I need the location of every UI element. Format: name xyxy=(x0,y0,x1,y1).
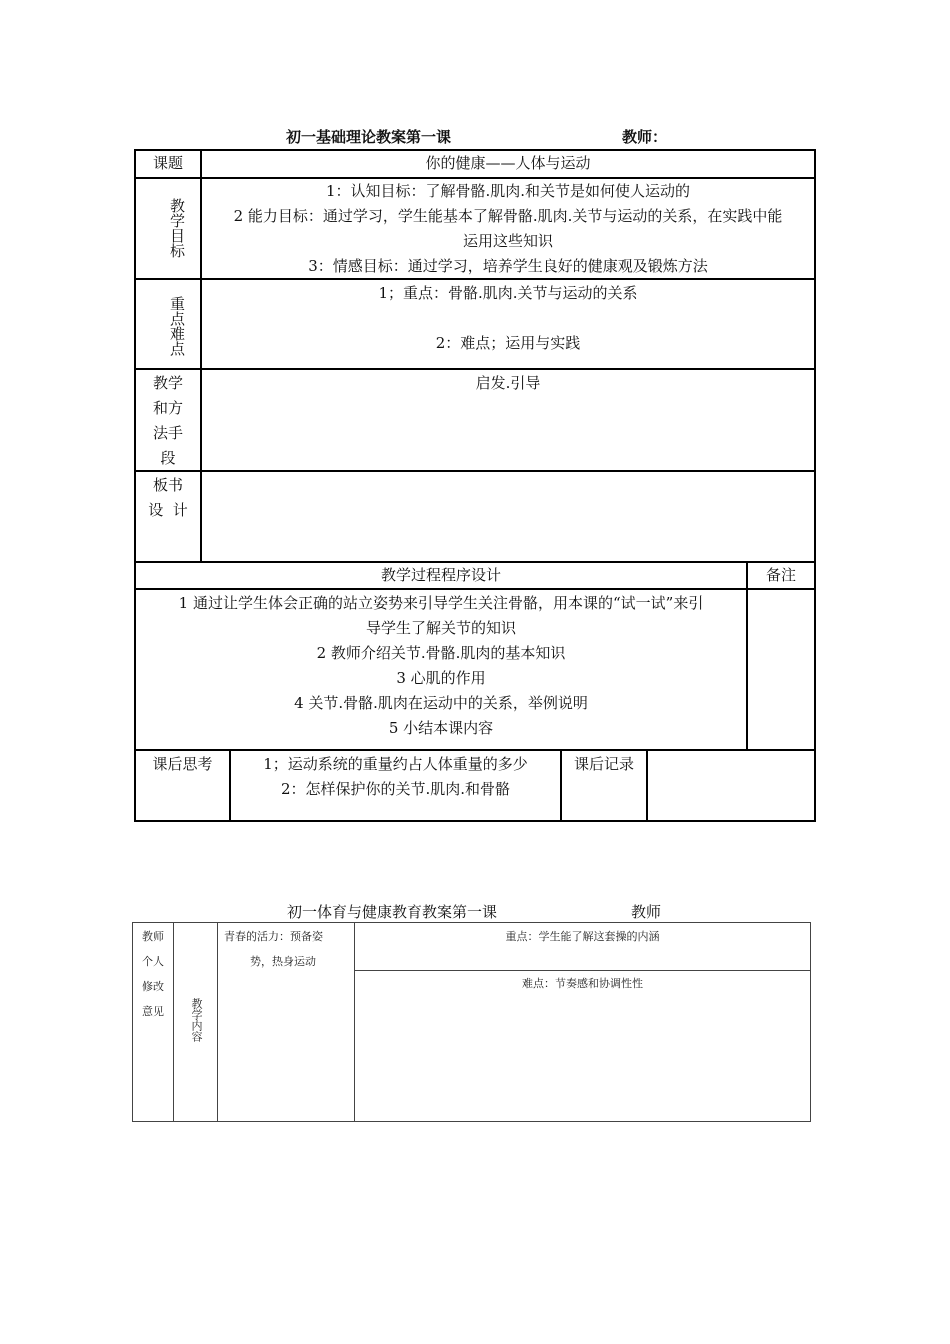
col1-line: 修改 xyxy=(142,980,164,993)
difficulty-text: 难点：节奏感和协调性性 xyxy=(522,977,643,990)
topic-value: 你的健康——人体与运动 xyxy=(425,154,591,172)
goals-line: 3：情感目标：通过学习，培养学生良好的健康观及锻炼方法 xyxy=(308,257,708,275)
after-question: 2：怎样保护你的关节.肌肉.和骨骼 xyxy=(280,780,511,798)
after-question: 1；运动系统的重量约占人体重量的多少 xyxy=(263,755,528,773)
col-divider xyxy=(646,749,648,822)
col-divider xyxy=(217,922,218,1122)
goals-line: 1：认知目标：了解骨骼.肌肉.和关节是如何使人运动的 xyxy=(325,182,691,200)
doc1-teacher-label: 教师： xyxy=(622,128,668,146)
method-label-line: 教学 xyxy=(152,374,183,392)
process-line: 1 通过让学生体会正确的站立姿势来引导学生关注骨骼，用本课的“试一试”来引 xyxy=(178,594,704,612)
doc2-teacher-label: 教师 xyxy=(631,903,662,921)
table-border-right xyxy=(810,922,811,1122)
process-line: 4 关节.骨骼.肌肉在运动中的关系，举例说明 xyxy=(294,694,588,712)
col3-line: 势，热身运动 xyxy=(250,955,316,968)
process-line: 2 教师介绍关节.骨骼.肌肉的基本知识 xyxy=(316,644,566,662)
table-border-top xyxy=(132,922,811,923)
row-divider xyxy=(134,368,816,370)
doc1-title: 初一基础理论教案第一课 xyxy=(286,128,452,146)
table-border-right xyxy=(814,149,816,822)
difficulty-line: 2：难点；运用与实践 xyxy=(435,334,581,352)
col2-label: 教学内容 xyxy=(190,998,203,1042)
keypoints-label: 重点难点 xyxy=(168,296,186,356)
board-label-line: 板书 xyxy=(152,476,183,494)
col1-line: 教师 xyxy=(142,930,164,943)
topic-label: 课题 xyxy=(152,154,183,172)
process-line: 5 小结本课内容 xyxy=(388,719,494,737)
col1-line: 意见 xyxy=(142,1005,164,1018)
method-label-line: 和方 xyxy=(152,399,183,417)
col-divider xyxy=(354,922,355,1122)
row-divider xyxy=(134,588,816,590)
row-divider xyxy=(134,749,816,751)
table-border-bottom xyxy=(134,820,816,822)
method-value: 启发.引导 xyxy=(475,374,541,392)
process-line: 3 心肌的作用 xyxy=(396,669,486,687)
notes-header: 备注 xyxy=(765,566,796,584)
col-divider xyxy=(746,561,748,751)
col3-line: 青春的活力：预备姿 xyxy=(224,930,323,943)
process-header: 教学过程程序设计 xyxy=(380,566,501,584)
goals-label: 教学目标 xyxy=(168,198,186,258)
doc2-title: 初一体育与健康教育教案第一课 xyxy=(287,903,498,921)
row-divider xyxy=(134,470,816,472)
process-line: 导学生了解关节的知识 xyxy=(365,619,516,637)
method-label-line: 法手 xyxy=(152,424,183,442)
board-label-line: 设 计 xyxy=(148,501,188,519)
after-label: 课后思考 xyxy=(152,755,213,773)
goals-line: 运用这些知识 xyxy=(462,232,553,250)
method-label-line: 段 xyxy=(160,449,176,467)
goals-line: 2 能力目标：通过学习，学生能基本了解骨骼.肌肉.关节与运动的关系，在实践中能 xyxy=(233,207,783,225)
key-text: 重点：学生能了解这套操的内涵 xyxy=(505,930,660,943)
keypoint-line: 1；重点：骨骼.肌肉.关节与运动的关系 xyxy=(378,284,638,302)
col1-line: 个人 xyxy=(142,955,164,968)
record-label: 课后记录 xyxy=(573,755,634,773)
table-border-bottom xyxy=(132,1121,811,1122)
col-divider xyxy=(173,922,174,1122)
